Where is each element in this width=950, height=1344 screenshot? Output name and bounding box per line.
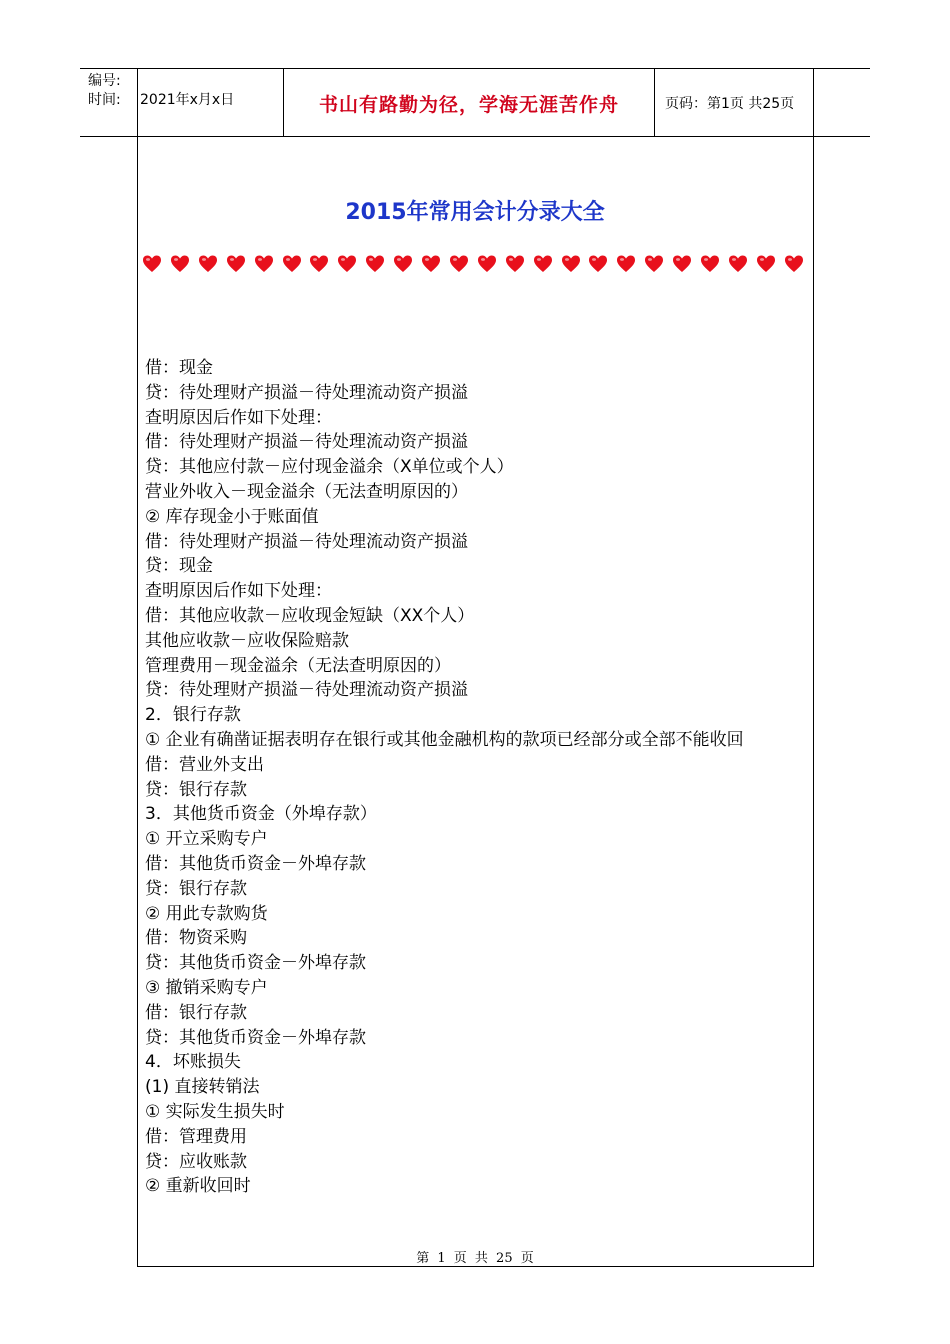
text-line: 借：银行存款 <box>145 1002 247 1023</box>
text-line: 借：待处理财产损溢－待处理流动资产损溢 <box>145 432 468 453</box>
header-date: 2021年x月x日 <box>140 92 235 108</box>
heart-icon <box>337 254 357 274</box>
text-line: 借：营业外支出 <box>145 754 264 775</box>
heart-icon <box>561 254 581 274</box>
heart-icon <box>365 254 385 274</box>
text-line: 贷：待处理财产损溢－待处理流动资产损溢 <box>145 680 468 701</box>
heart-icon <box>505 254 525 274</box>
heart-icon <box>784 254 804 274</box>
text-line: 借：待处理财产损溢－待处理流动资产损溢 <box>145 531 468 552</box>
heart-icon <box>728 254 748 274</box>
text-line: (1) 直接转销法 <box>145 1077 260 1098</box>
page-footer: 第 1 页 共 25 页 <box>416 1251 534 1266</box>
text-line: 贷：银行存款 <box>145 878 247 899</box>
heart-icon <box>672 254 692 274</box>
text-line: 借：其他应收款－应收现金短缺（XX个人） <box>145 605 475 626</box>
header-divider-3 <box>654 68 655 136</box>
time-label: 时间: <box>88 92 121 108</box>
heart-icon <box>421 254 441 274</box>
header-page-info: 页码：第1页 共25页 <box>665 96 795 112</box>
text-line: ③ 撤销采购专户 <box>145 977 268 998</box>
body-text <box>145 356 810 1199</box>
text-line: 查明原因后作如下处理： <box>145 407 332 428</box>
text-line: 贷：其他应付款－应付现金溢余（X单位或个人） <box>145 457 514 478</box>
document-title: 2015年常用会计分录大全 <box>345 200 605 225</box>
text-line: ② 库存现金小于账面值 <box>145 506 319 527</box>
text-line: 贷：其他货币资金－外埠存款 <box>145 1027 366 1048</box>
text-line: 借：管理费用 <box>145 1126 247 1147</box>
header-bottom-rule <box>80 136 870 137</box>
heart-icon <box>254 254 274 274</box>
text-line: ① 实际发生损失时 <box>145 1101 285 1122</box>
text-line: 2．银行存款 <box>145 705 241 726</box>
text-line: 借：物资采购 <box>145 928 247 949</box>
header-divider-1 <box>137 68 138 136</box>
heart-icon <box>449 254 469 274</box>
heart-icon <box>616 254 636 274</box>
text-line: 贷：应收账款 <box>145 1151 247 1172</box>
heart-icon <box>700 254 720 274</box>
text-line: 贷：待处理财产损溢－待处理流动资产损溢 <box>145 382 468 403</box>
text-line: ① 开立采购专户 <box>145 829 268 850</box>
text-line: 贷：其他货币资金－外埠存款 <box>145 953 366 974</box>
text-line: ② 重新收回时 <box>145 1176 251 1197</box>
heart-icon <box>644 254 664 274</box>
heart-icon <box>170 254 190 274</box>
text-line: ① 企业有确凿证据表明存在银行或其他金融机构的款项已经部分或全部不能收回 <box>145 729 744 750</box>
header-top-rule <box>80 68 870 69</box>
number-label: 编号: <box>88 73 121 89</box>
text-line: 营业外收入－现金溢余（无法查明原因的） <box>145 481 468 502</box>
text-line: 借：现金 <box>145 358 213 378</box>
heart-icon <box>588 254 608 274</box>
heart-icon <box>226 254 246 274</box>
header-motto: 书山有路勤为径，学海无涯苦作舟 <box>318 94 619 116</box>
text-line: 管理费用－现金溢余（无法查明原因的） <box>145 655 451 676</box>
text-line: 借：其他货币资金－外埠存款 <box>145 853 366 874</box>
text-line: 3．其他货币资金（外埠存款） <box>145 804 377 825</box>
page-frame-bottom <box>137 1266 814 1267</box>
heart-icon <box>533 254 553 274</box>
heart-icon <box>477 254 497 274</box>
text-line: 贷：银行存款 <box>145 779 247 800</box>
text-line: 4．坏账损失 <box>145 1052 241 1073</box>
heart-icon <box>393 254 413 274</box>
text-line: 查明原因后作如下处理： <box>145 581 332 602</box>
heart-icon <box>198 254 218 274</box>
heart-icon <box>142 254 162 274</box>
page-frame-right <box>813 68 814 1266</box>
heart-ornament-row <box>142 254 810 278</box>
text-line: 其他应收款－应收保险赔款 <box>145 630 349 651</box>
text-line: ② 用此专款购货 <box>145 903 268 924</box>
heart-icon <box>756 254 776 274</box>
heart-icon <box>282 254 302 274</box>
page-frame-left <box>137 136 138 1266</box>
text-line: 贷：现金 <box>145 556 213 577</box>
heart-icon <box>309 254 329 274</box>
